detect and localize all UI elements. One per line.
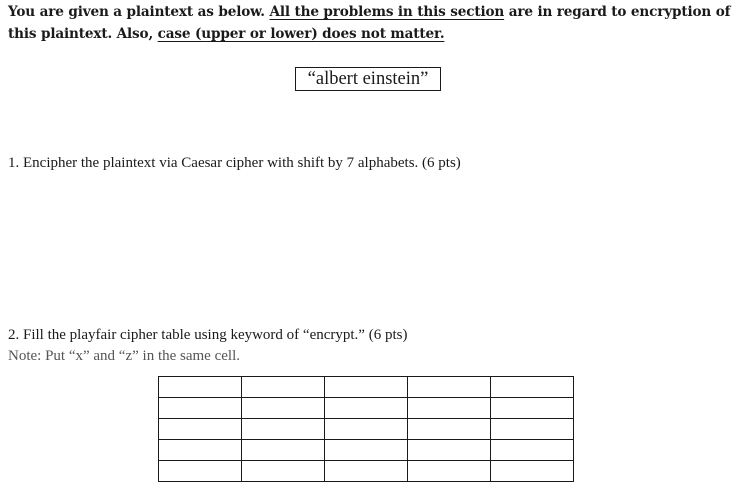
playfair-cell[interactable] [242, 377, 325, 398]
playfair-cell[interactable] [159, 461, 242, 482]
question-2: 2. Fill the playfair cipher table using keyword of “encrypt.” (6 pts) [8, 327, 408, 343]
playfair-cell[interactable] [491, 398, 574, 419]
playfair-row [159, 440, 574, 461]
playfair-cell[interactable] [491, 461, 574, 482]
playfair-cell[interactable] [242, 461, 325, 482]
intro-underlined-case-note: case (upper or lower) does not matter. [157, 26, 445, 42]
playfair-cell[interactable] [242, 419, 325, 440]
playfair-cell[interactable] [159, 419, 242, 440]
playfair-row [159, 419, 574, 440]
playfair-row [159, 461, 574, 482]
question-1: 1. Encipher the plaintext via Caesar cipher with shift by 7 alphabets. (6 pts) [8, 155, 461, 171]
playfair-cell[interactable] [159, 440, 242, 461]
intro-underlined-scope: All the problems in this section [269, 4, 505, 20]
playfair-row [159, 398, 574, 419]
playfair-cell[interactable] [242, 398, 325, 419]
playfair-cell[interactable] [408, 461, 491, 482]
question-2-note: Note: Put “x” and “z” in the same cell. [8, 348, 240, 364]
playfair-cell[interactable] [491, 377, 574, 398]
playfair-cell[interactable] [159, 377, 242, 398]
playfair-cell[interactable] [408, 440, 491, 461]
playfair-cell[interactable] [491, 419, 574, 440]
playfair-cell[interactable] [408, 398, 491, 419]
intro-text-continued: are in regard to encryption of this plaintext. Also, [8, 4, 731, 42]
playfair-cell[interactable] [491, 440, 574, 461]
intro-text: You are given a plaintext as below. [8, 4, 270, 20]
playfair-row [159, 377, 574, 398]
playfair-cell[interactable] [242, 440, 325, 461]
playfair-cell[interactable] [159, 398, 242, 419]
playfair-table [158, 376, 574, 482]
playfair-cell[interactable] [325, 377, 408, 398]
playfair-cell[interactable] [325, 461, 408, 482]
playfair-cell[interactable] [408, 419, 491, 440]
playfair-cell[interactable] [325, 398, 408, 419]
playfair-cell[interactable] [408, 377, 491, 398]
plaintext-box: “albert einstein” [295, 67, 441, 91]
playfair-cell[interactable] [325, 419, 408, 440]
playfair-cell[interactable] [325, 440, 408, 461]
intro-paragraph [8, 1, 742, 45]
